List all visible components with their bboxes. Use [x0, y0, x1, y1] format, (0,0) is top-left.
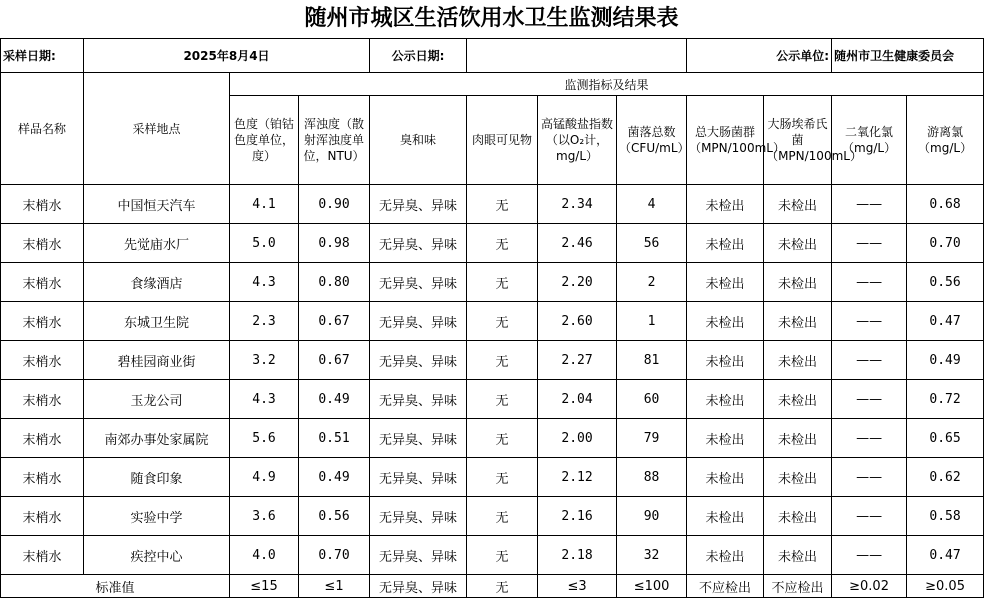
sample-name-cell: 末梢水: [1, 419, 84, 458]
result-cell: 4.3: [230, 380, 299, 419]
result-cell: 无: [467, 224, 538, 263]
result-cell: ——: [832, 458, 907, 497]
result-cell: 0.49: [299, 458, 370, 497]
result-cell: 2.34: [538, 185, 617, 224]
result-cell: 0.72: [907, 380, 984, 419]
result-cell: 0.65: [907, 419, 984, 458]
result-cell: 无异臭、异味: [370, 302, 467, 341]
result-cell: 0.98: [299, 224, 370, 263]
results-table: [0, 38, 984, 598]
result-cell: 未检出: [687, 380, 764, 419]
result-cell: 未检出: [687, 185, 764, 224]
result-cell: 0.58: [907, 497, 984, 536]
result-cell: 无异臭、异味: [370, 497, 467, 536]
result-cell: 60: [617, 380, 687, 419]
result-cell: 3.6: [230, 497, 299, 536]
result-cell: 未检出: [764, 185, 832, 224]
sample-location-cell: 先觉庙水厂: [84, 224, 230, 263]
indicator-header: 总大肠菌群（MPN/100mL）: [687, 96, 764, 185]
sample-name-header: 样品名称: [1, 73, 84, 185]
result-cell: ——: [832, 224, 907, 263]
result-cell: 2.18: [538, 536, 617, 575]
publish-date-label: 公示日期:: [370, 39, 467, 73]
indicators-group-header: 监测指标及结果: [230, 73, 984, 96]
page-title: 随州市城区生活饮用水卫生监测结果表: [304, 6, 679, 31]
sample-name-cell: 末梢水: [1, 380, 84, 419]
standard-cell: 不应检出: [764, 575, 832, 598]
result-cell: ——: [832, 419, 907, 458]
result-cell: 2.46: [538, 224, 617, 263]
result-cell: 0.47: [907, 536, 984, 575]
result-cell: 0.56: [299, 497, 370, 536]
result-cell: 未检出: [687, 224, 764, 263]
result-cell: 未检出: [687, 263, 764, 302]
result-cell: 2.27: [538, 341, 617, 380]
info-row: [1, 39, 984, 73]
result-cell: ——: [832, 497, 907, 536]
result-cell: 3.2: [230, 341, 299, 380]
result-cell: 2.00: [538, 419, 617, 458]
result-cell: 0.90: [299, 185, 370, 224]
result-cell: 无异臭、异味: [370, 263, 467, 302]
result-cell: 4.3: [230, 263, 299, 302]
sample-name-cell: 末梢水: [1, 185, 84, 224]
result-cell: 90: [617, 497, 687, 536]
result-cell: 未检出: [764, 263, 832, 302]
result-cell: 0.68: [907, 185, 984, 224]
publish-unit-value: 随州市卫生健康委员会: [832, 39, 984, 73]
result-cell: 未检出: [687, 341, 764, 380]
indicator-header: 臭和味: [370, 96, 467, 185]
result-cell: 未检出: [764, 341, 832, 380]
result-cell: 0.47: [907, 302, 984, 341]
table-row: [1, 497, 984, 536]
sample-name-cell: 末梢水: [1, 263, 84, 302]
result-cell: ——: [832, 263, 907, 302]
sampling-date-label: 采样日期:: [1, 39, 84, 73]
sample-name-cell: 末梢水: [1, 497, 84, 536]
result-cell: 未检出: [764, 419, 832, 458]
header-row-1: [1, 73, 984, 96]
table-row: [1, 536, 984, 575]
standard-cell: ≤15: [230, 575, 299, 598]
result-cell: 无: [467, 458, 538, 497]
result-cell: ——: [832, 380, 907, 419]
result-cell: 0.62: [907, 458, 984, 497]
result-cell: 2.12: [538, 458, 617, 497]
standard-cell: ≥0.05: [907, 575, 984, 598]
sample-name-cell: 末梢水: [1, 458, 84, 497]
result-cell: ——: [832, 341, 907, 380]
result-cell: 无: [467, 341, 538, 380]
result-cell: 0.80: [299, 263, 370, 302]
result-cell: 无异臭、异味: [370, 419, 467, 458]
result-cell: 5.0: [230, 224, 299, 263]
standard-cell: 无异臭、异味: [370, 575, 467, 598]
standard-cell: 不应检出: [687, 575, 764, 598]
sample-location-cell: 南郊办事处家属院: [84, 419, 230, 458]
result-cell: 5.6: [230, 419, 299, 458]
result-cell: 未检出: [764, 458, 832, 497]
result-cell: 未检出: [764, 380, 832, 419]
result-cell: 无异臭、异味: [370, 224, 467, 263]
sample-location-cell: 实验中学: [84, 497, 230, 536]
result-cell: 56: [617, 224, 687, 263]
result-cell: 未检出: [764, 497, 832, 536]
result-cell: 0.70: [907, 224, 984, 263]
indicator-header: 游离氯（mg/L）: [907, 96, 984, 185]
result-cell: 未检出: [687, 536, 764, 575]
result-cell: 2.16: [538, 497, 617, 536]
result-cell: ——: [832, 536, 907, 575]
result-cell: ——: [832, 302, 907, 341]
result-cell: 无: [467, 536, 538, 575]
indicator-header: 浑浊度（散射浑浊度单位，NTU）: [299, 96, 370, 185]
result-cell: 2.20: [538, 263, 617, 302]
standard-cell: 无: [467, 575, 538, 598]
result-cell: 4.1: [230, 185, 299, 224]
result-cell: 未检出: [687, 419, 764, 458]
sample-location-cell: 食缘酒店: [84, 263, 230, 302]
result-cell: 未检出: [764, 224, 832, 263]
indicator-header: 高锰酸盐指数（以O₂计，mg/L）: [538, 96, 617, 185]
table-row: [1, 224, 984, 263]
sample-location-cell: 疾控中心: [84, 536, 230, 575]
result-cell: 无: [467, 185, 538, 224]
indicator-header: 菌落总数（CFU/mL）: [617, 96, 687, 185]
sample-location-cell: 碧桂园商业街: [84, 341, 230, 380]
result-cell: 无异臭、异味: [370, 536, 467, 575]
sample-name-cell: 末梢水: [1, 536, 84, 575]
standard-cell: ≤1: [299, 575, 370, 598]
result-cell: 81: [617, 341, 687, 380]
result-cell: 无异臭、异味: [370, 458, 467, 497]
result-cell: 4.0: [230, 536, 299, 575]
result-cell: 0.49: [299, 380, 370, 419]
result-cell: 无异臭、异味: [370, 380, 467, 419]
table-row: [1, 185, 984, 224]
result-cell: 无: [467, 419, 538, 458]
result-cell: 无异臭、异味: [370, 185, 467, 224]
sample-name-cell: 末梢水: [1, 341, 84, 380]
sample-location-cell: 玉龙公司: [84, 380, 230, 419]
sample-location-header: 采样地点: [84, 73, 230, 185]
indicator-header: 肉眼可见物: [467, 96, 538, 185]
table-row: [1, 302, 984, 341]
result-cell: 1: [617, 302, 687, 341]
indicator-header: 色度（铂钴色度单位，度）: [230, 96, 299, 185]
sample-location-cell: 随食印象: [84, 458, 230, 497]
standard-row: [1, 575, 984, 598]
result-cell: 79: [617, 419, 687, 458]
result-cell: 0.67: [299, 302, 370, 341]
indicator-header: 大肠埃希氏菌（MPN/100mL）: [764, 96, 832, 185]
result-cell: 2.60: [538, 302, 617, 341]
indicator-header: 二氧化氯（mg/L）: [832, 96, 907, 185]
result-cell: ——: [832, 185, 907, 224]
standard-cell: ≤100: [617, 575, 687, 598]
result-cell: 未检出: [687, 458, 764, 497]
result-cell: 未检出: [764, 536, 832, 575]
result-cell: 4: [617, 185, 687, 224]
table-row: [1, 458, 984, 497]
result-cell: 无: [467, 380, 538, 419]
result-cell: 0.51: [299, 419, 370, 458]
sample-name-cell: 末梢水: [1, 224, 84, 263]
result-cell: 2.04: [538, 380, 617, 419]
result-cell: 0.67: [299, 341, 370, 380]
table-row: [1, 263, 984, 302]
result-cell: 2.3: [230, 302, 299, 341]
result-cell: 88: [617, 458, 687, 497]
result-cell: 0.49: [907, 341, 984, 380]
sample-location-cell: 中国恒天汽车: [84, 185, 230, 224]
result-cell: 0.56: [907, 263, 984, 302]
result-cell: 4.9: [230, 458, 299, 497]
publish-date-value: [467, 39, 687, 73]
standard-cell: ≤3: [538, 575, 617, 598]
result-cell: 0.70: [299, 536, 370, 575]
standard-label: 标准值: [1, 575, 230, 598]
result-cell: 无异臭、异味: [370, 341, 467, 380]
result-cell: 32: [617, 536, 687, 575]
sample-name-cell: 末梢水: [1, 302, 84, 341]
table-row: [1, 341, 984, 380]
result-cell: 未检出: [687, 302, 764, 341]
table-row: [1, 380, 984, 419]
result-cell: 2: [617, 263, 687, 302]
result-cell: 无: [467, 302, 538, 341]
result-cell: 未检出: [687, 497, 764, 536]
sampling-date-value: 2025年8月4日: [84, 39, 370, 73]
table-row: [1, 419, 984, 458]
publish-unit-label: 公示单位:: [687, 39, 832, 73]
result-cell: 无: [467, 263, 538, 302]
result-cell: 未检出: [764, 302, 832, 341]
sample-location-cell: 东城卫生院: [84, 302, 230, 341]
result-cell: 无: [467, 497, 538, 536]
standard-cell: ≥0.02: [832, 575, 907, 598]
